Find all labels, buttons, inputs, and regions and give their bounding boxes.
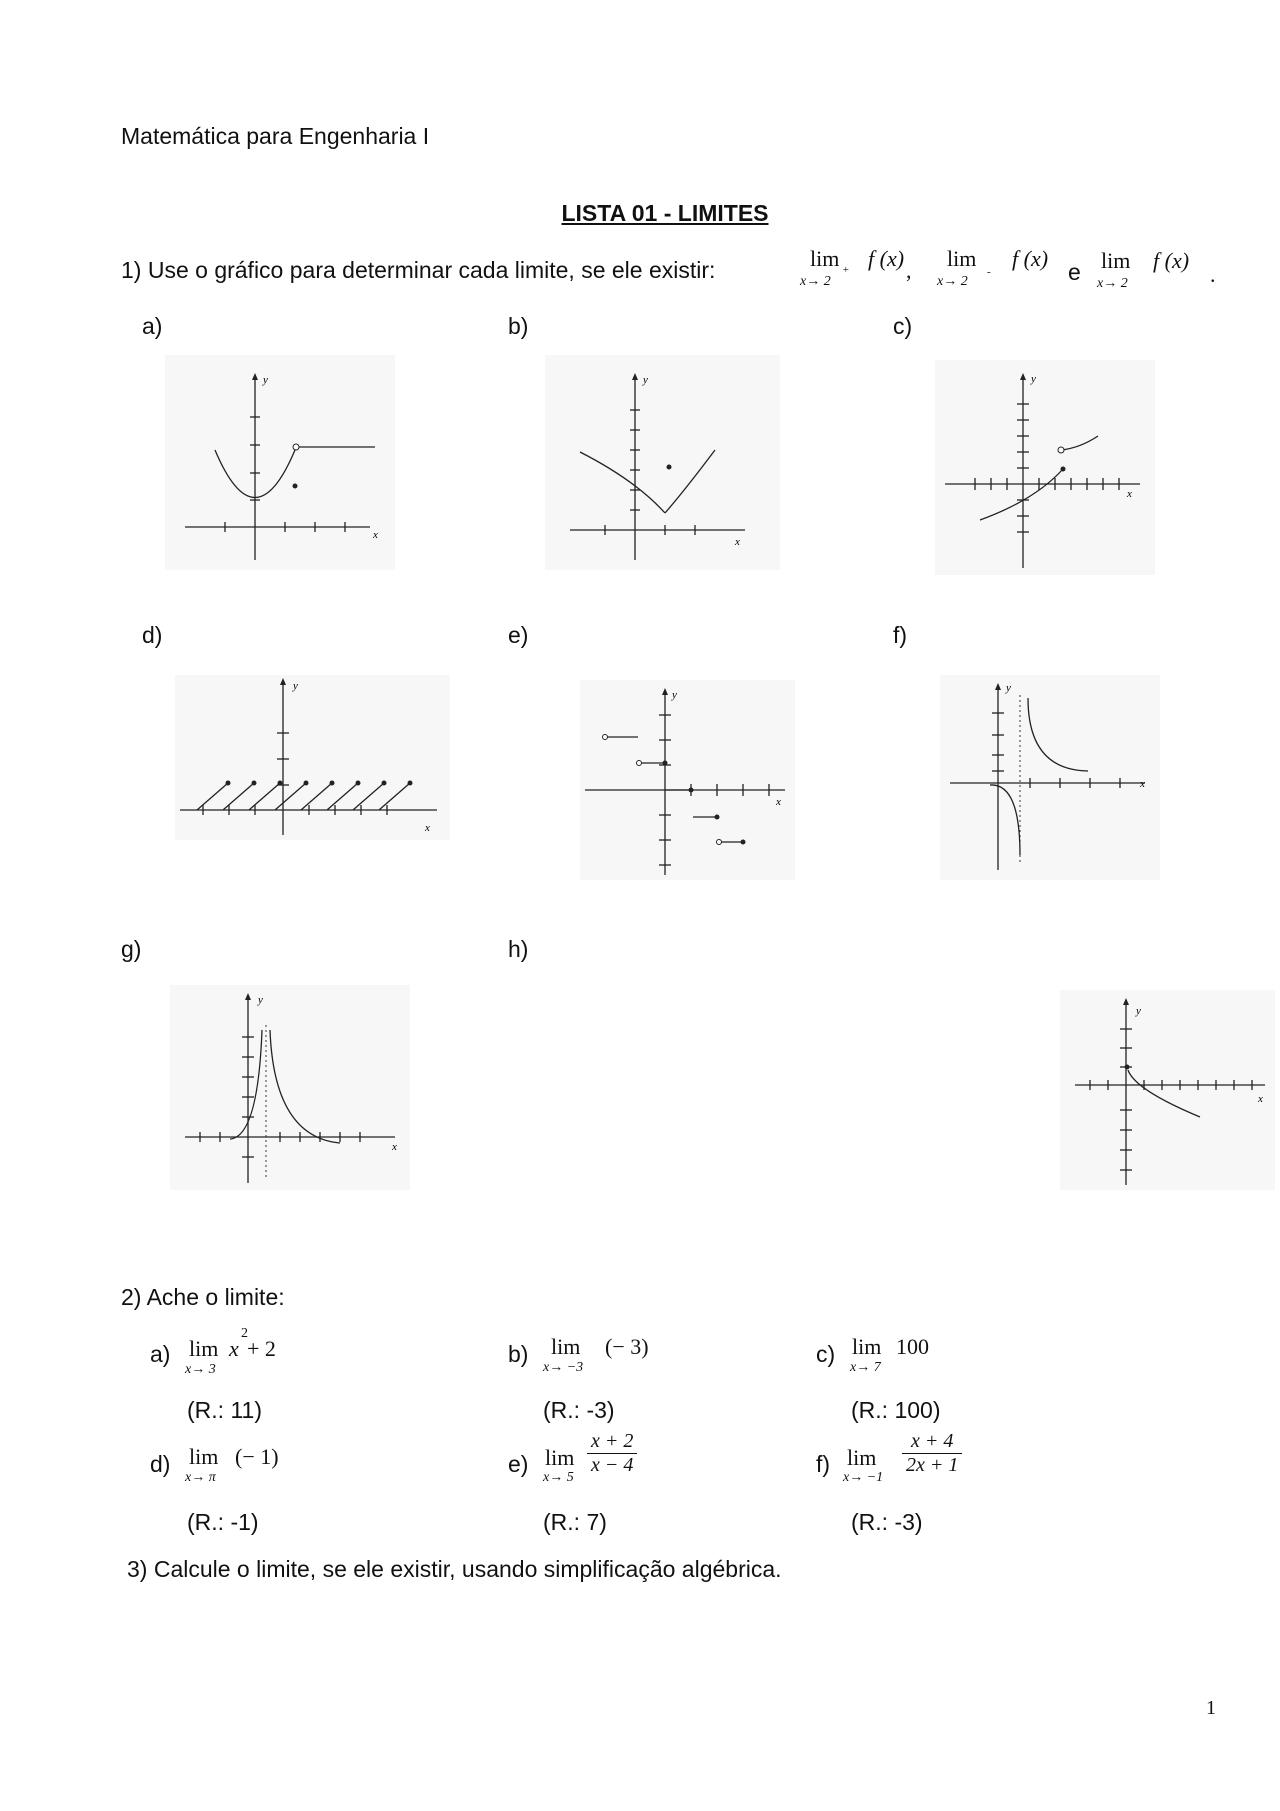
graph-label-f: f): [893, 622, 908, 648]
graph-g: [170, 985, 410, 1190]
graph-h: [1060, 990, 1275, 1190]
graph-g-x-label: x: [392, 1141, 397, 1153]
q2-fraction-f: $\frac{x + 4}{2x + 1}$: [902, 1430, 962, 1477]
graph-d: [175, 675, 450, 840]
q2-answer-f: (R.: -3): [851, 1509, 923, 1535]
graph-h-x-label: x: [1258, 1093, 1263, 1105]
graph-label-c: c): [893, 313, 913, 339]
graph-a-x-label: x: [373, 529, 378, 541]
graph-a: [165, 355, 395, 570]
q2-label-b: b): [508, 1341, 529, 1367]
q2-label-a: a): [150, 1341, 171, 1367]
graph-d-y-label: y: [293, 680, 298, 692]
q2-label-c: c): [816, 1341, 836, 1367]
graph-e-y-label: y: [672, 689, 677, 701]
graph-b: [545, 355, 780, 570]
graph-a-y-label: y: [263, 374, 268, 386]
graph-f-y-label: y: [1006, 682, 1011, 694]
graph-g-y-label: y: [258, 994, 263, 1006]
graph-h-y-label: y: [1136, 1005, 1141, 1017]
period: .: [1210, 262, 1216, 287]
q2-answer-a: (R.: 11): [187, 1397, 262, 1423]
graph-d-x-label: x: [425, 822, 430, 834]
question-2-text: 2) Ache o limite:: [121, 1284, 285, 1310]
and-separator: e: [1068, 259, 1081, 285]
graph-c-y-label: y: [1031, 373, 1036, 385]
q2-label-f: f): [816, 1451, 831, 1477]
list-title: LISTA 01 - LIMITES: [561, 200, 769, 226]
q2-answer-d: (R.: -1): [187, 1509, 259, 1535]
graph-b-y-label: y: [643, 374, 648, 386]
question-3-text: 3) Calcule o limite, se ele existir, usando simplificação algébrica.: [127, 1556, 782, 1582]
graph-f: [940, 675, 1160, 880]
graph-b-x-label: x: [735, 536, 740, 548]
question-1-text: 1) Use o gráfico para determinar cada limite, se ele existir:: [121, 257, 716, 283]
q2-answer-e: (R.: 7): [543, 1509, 607, 1535]
graph-e: [580, 680, 795, 880]
graph-c: [935, 360, 1155, 575]
graph-label-d: d): [142, 622, 163, 648]
graph-label-a: a): [142, 313, 163, 339]
graph-label-e: e): [508, 622, 529, 648]
graph-c-x-label: x: [1127, 488, 1132, 500]
q2-answer-c: (R.: 100): [851, 1397, 941, 1423]
graph-label-b: b): [508, 313, 529, 339]
q2-label-e: e): [508, 1451, 529, 1477]
graph-label-h: h): [508, 936, 529, 962]
page-number: 1: [1206, 1697, 1216, 1719]
graph-label-g: g): [121, 936, 142, 962]
q2-fraction-e: $\frac{x + 2}{x - 4}$: [587, 1430, 637, 1477]
q2-answer-b: (R.: -3): [543, 1397, 615, 1423]
graph-e-x-label: x: [776, 796, 781, 808]
course-title: Matemática para Engenharia I: [121, 123, 430, 149]
comma-separator: ,: [906, 258, 912, 283]
graph-f-x-label: x: [1140, 778, 1145, 790]
q2-label-d: d): [150, 1451, 171, 1477]
